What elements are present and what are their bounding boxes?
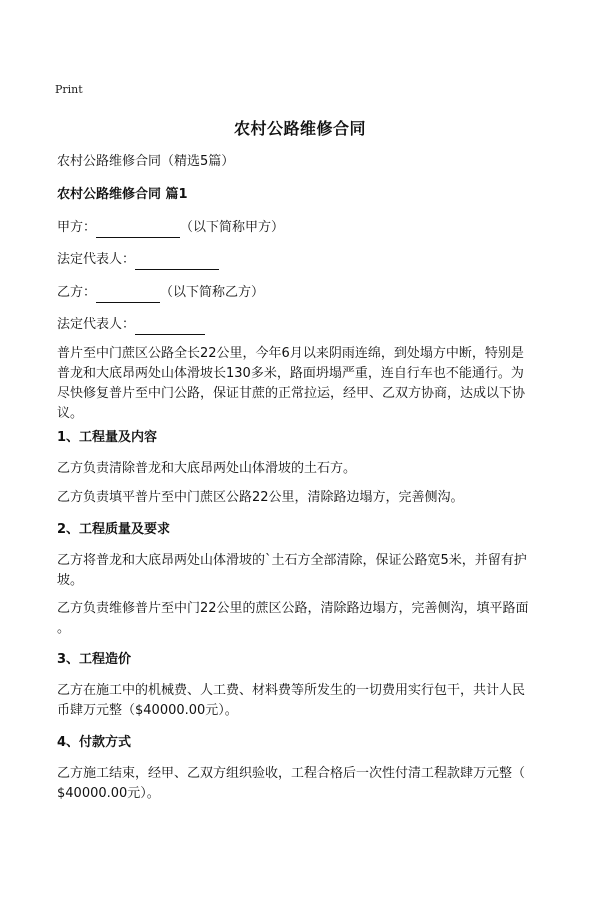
paragraph-line: 坡。 [57,573,84,588]
section-1-paragraph: 乙方负责清除普龙和大底昂两处山体滑坡的土石方。 [57,461,357,476]
document-subtitle: 农村公路维修合同（精选5篇） [57,154,235,169]
legal-rep-b-label: 法定代表人： [57,317,136,332]
paragraph-line: 币肆万元整（$40000.00元）。 [57,703,238,718]
legal-rep-b-line [57,315,543,335]
party-b-suffix: （以下简称乙方） [160,285,265,300]
intro-line: 普片至中门蔗区公路全长22公里，今年6月以来阴雨连绵，到处塌方中断，特别是 [57,346,524,361]
party-a-label: 甲方： [57,220,97,235]
paragraph-line: 乙方负责维修普片至中门22公里的蔗区公路，清除路边塌方，完善侧沟，填平路面 [57,601,529,616]
legal-rep-a-label: 法定代表人： [57,252,136,267]
party-a-blank [96,222,180,238]
paragraph-line: 。 [57,621,71,636]
party-a-suffix: （以下简称甲方） [180,220,285,235]
legal-rep-a-blank [135,254,219,270]
party-b-blank [96,287,160,303]
section-3-heading: 3、工程造价 [57,652,132,667]
section-1-paragraph: 乙方负责填平普片至中门蔗区公路22公里，清除路边塌方，完善侧沟。 [57,490,464,505]
paragraph-line: $40000.00元）。 [57,786,160,801]
section-4-paragraph [57,764,543,804]
print-label: Print [55,83,83,96]
section-2-heading: 2、工程质量及要求 [57,522,171,537]
paragraph-line: 乙方在施工中的机械费、人工费、材料费等所发生的一切费用实行包干，共计人民 [57,683,526,698]
intro-line: 尽快修复普片至中门公路，保证甘蔗的正常拉运，经甲、乙双方协商，达成以下协 [57,386,526,401]
intro-line: 普龙和大底昂两处山体滑坡长130多米，路面坍塌严重，连自行车也不能通行。为 [57,366,524,381]
document-title: 农村公路维修合同 [233,119,366,138]
section-4-heading: 4、付款方式 [57,735,132,750]
section-title: 农村公路维修合同 篇1 [57,187,188,202]
section-1-heading: 1、工程量及内容 [57,430,158,445]
paragraph-line: 乙方施工结束，经甲、乙双方组织验收，工程合格后一次性付清工程款肆万元整（ [57,766,526,781]
party-b-label: 乙方： [57,285,97,300]
legal-rep-a-line [57,250,543,270]
section-3-paragraph [57,681,543,721]
section-2-paragraph [57,599,543,639]
party-a-line [57,218,543,238]
legal-rep-b-blank [135,319,205,335]
paragraph-line: 乙方将普龙和大底昂两处山体滑坡的`土石方全部清除，保证公路宽5米，并留有护 [57,553,527,568]
section-2-paragraph [57,551,543,591]
intro-line: 议。 [57,406,84,421]
party-b-line [57,283,543,303]
intro-paragraph [57,344,543,424]
